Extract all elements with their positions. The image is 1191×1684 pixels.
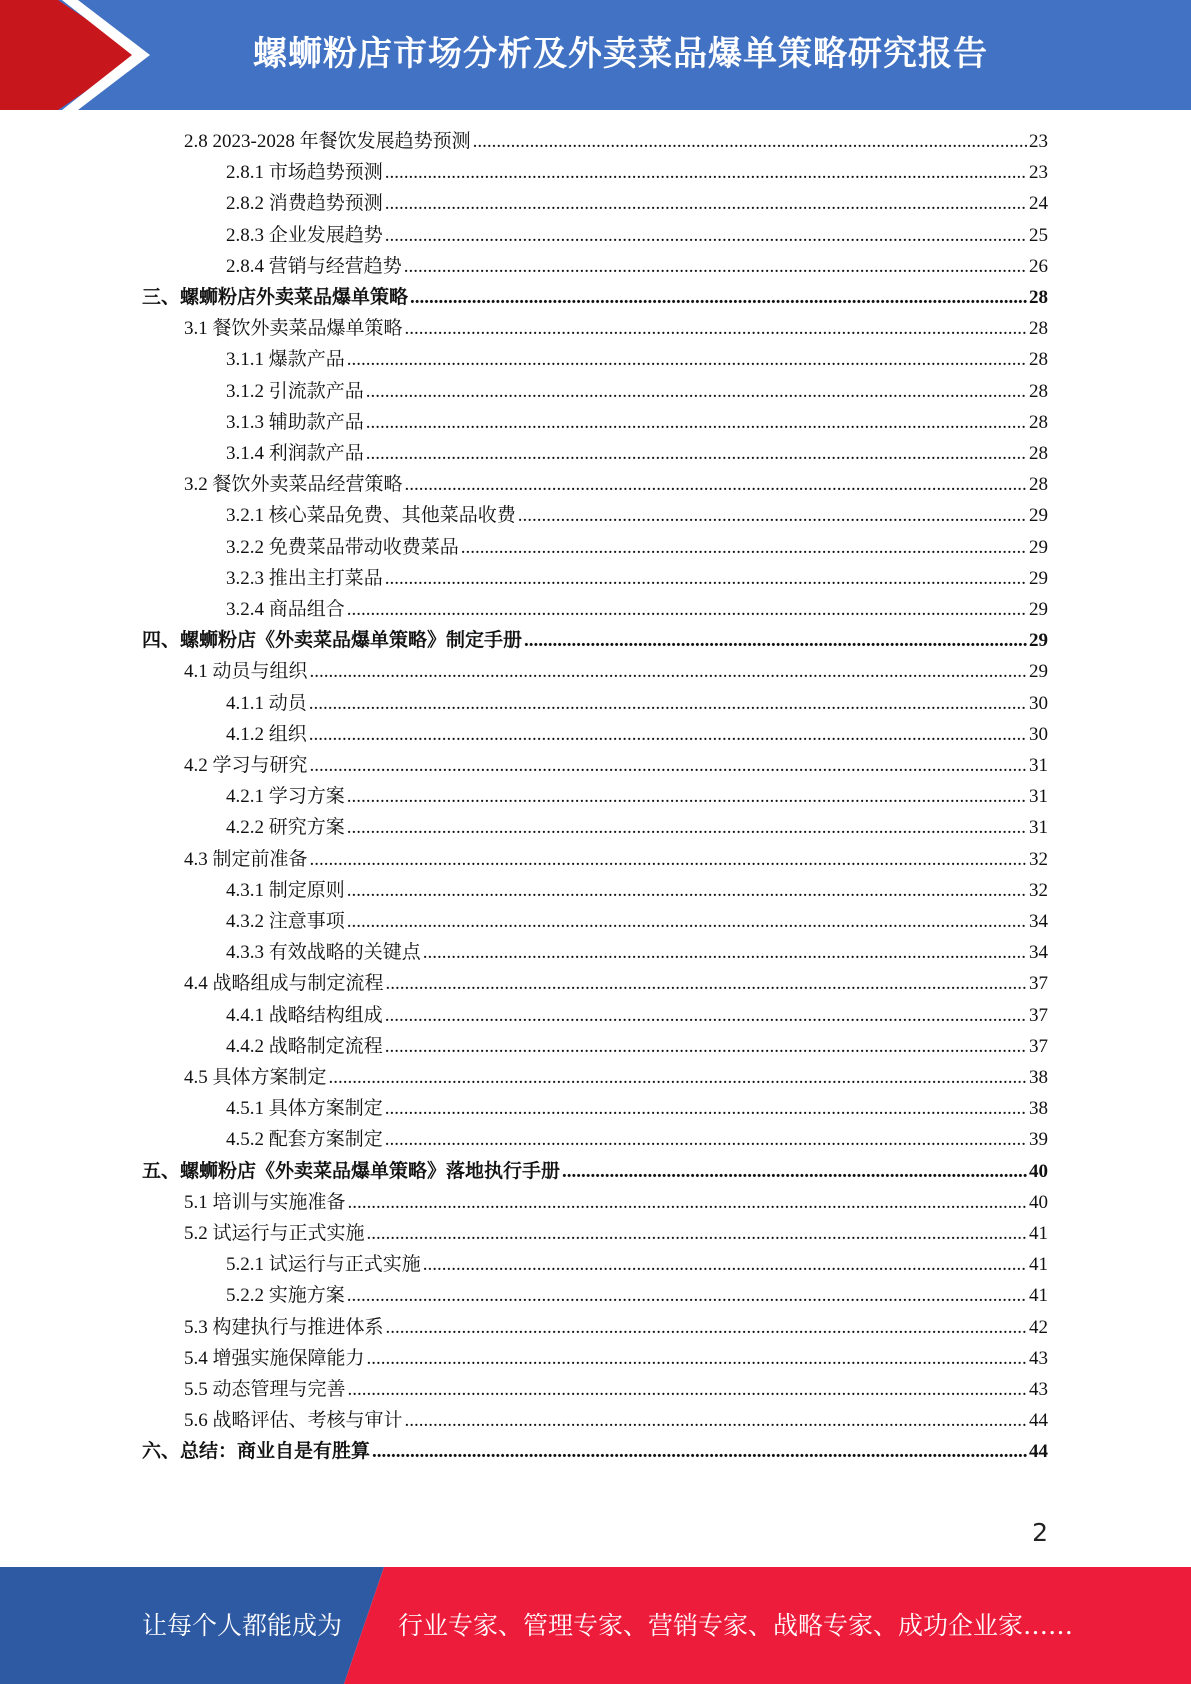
toc-entry-label: 4.4.1 战略结构组成 — [226, 1004, 383, 1026]
toc-entry[interactable] — [226, 875, 1048, 906]
toc-entry-page: 23 — [1029, 131, 1048, 152]
toc-entry-label: 4.2 学习与研究 — [184, 755, 308, 776]
toc-dot-leader — [405, 1405, 1027, 1436]
toc-entry[interactable] — [184, 1343, 1048, 1374]
toc-dot-leader — [366, 407, 1027, 438]
toc-entry-page: 26 — [1029, 255, 1048, 277]
page-footer — [0, 1567, 1191, 1684]
toc-entry-label: 三、螺蛳粉店外卖菜品爆单策略 — [142, 287, 409, 308]
toc-entry-label: 六、总结：商业自是有胜算 — [142, 1441, 371, 1463]
toc-dot-leader — [347, 812, 1027, 843]
toc-entry-page: 43 — [1029, 1379, 1048, 1400]
toc-entry[interactable] — [226, 1249, 1048, 1280]
toc-entry-page: 34 — [1029, 942, 1048, 964]
toc-entry-page: 41 — [1029, 1223, 1048, 1244]
toc-entry[interactable] — [184, 469, 1048, 500]
toc-entry[interactable] — [226, 532, 1048, 563]
toc-entry-label: 5.5 动态管理与完善 — [184, 1379, 346, 1400]
toc-dot-leader — [347, 781, 1027, 812]
toc-entry-label: 4.1.2 组织 — [226, 723, 307, 745]
toc-entry-page: 40 — [1029, 1191, 1048, 1213]
toc-entry[interactable] — [184, 1218, 1048, 1249]
toc-dot-leader — [385, 220, 1027, 251]
toc-entry-page: 28 — [1029, 380, 1048, 402]
toc-entry[interactable] — [142, 1436, 1048, 1467]
toc-entry-label: 4.5 具体方案制定 — [184, 1067, 327, 1088]
page-number: 2 — [1032, 1518, 1048, 1547]
toc-entry-label: 2.8.4 营销与经营趋势 — [226, 255, 402, 277]
toc-entry-label: 2.8.2 消费趋势预测 — [226, 193, 383, 215]
toc-entry[interactable] — [226, 563, 1048, 594]
toc-dot-leader — [385, 157, 1027, 188]
toc-entry-label: 5.2.1 试运行与正式实施 — [226, 1254, 421, 1276]
toc-dot-leader — [461, 532, 1027, 563]
toc-entry-page: 44 — [1029, 1441, 1048, 1463]
toc-entry[interactable] — [226, 1280, 1048, 1311]
toc-dot-leader — [347, 906, 1027, 937]
toc-entry-label: 5.2 试运行与正式实施 — [184, 1223, 365, 1244]
toc-entry[interactable] — [184, 968, 1048, 999]
toc-entry[interactable] — [226, 688, 1048, 719]
toc-entry-label: 4.4 战略组成与制定流程 — [184, 973, 384, 995]
toc-entry-page: 28 — [1029, 349, 1048, 371]
toc-entry-label: 五、螺蛳粉店《外卖菜品爆单策略》落地执行手册 — [142, 1160, 561, 1182]
toc-entry[interactable] — [226, 376, 1048, 407]
toc-dot-leader — [385, 188, 1027, 219]
toc-entry[interactable] — [142, 1156, 1048, 1187]
toc-dot-leader — [347, 875, 1027, 906]
toc-entry[interactable] — [184, 1374, 1048, 1405]
toc-dot-leader — [310, 844, 1027, 875]
toc-entry[interactable] — [226, 906, 1048, 937]
toc-entry-label: 4.3.1 制定原则 — [226, 879, 345, 901]
toc-entry[interactable] — [226, 781, 1048, 812]
toc-dot-leader — [404, 251, 1027, 282]
report-title: 螺蛳粉店市场分析及外卖菜品爆单策略研究报告 — [253, 34, 988, 74]
toc-entry-label: 3.1.4 利润款产品 — [226, 443, 364, 464]
toc-entry-page: 28 — [1029, 474, 1048, 496]
toc-entry-page: 28 — [1029, 287, 1048, 308]
toc-entry-page: 32 — [1029, 879, 1048, 901]
footer-slogan-left: 让每个人都能成为 — [142, 1611, 343, 1640]
toc-entry-page: 37 — [1029, 1004, 1048, 1026]
toc-entry[interactable] — [226, 719, 1048, 750]
toc-entry[interactable] — [226, 220, 1048, 251]
toc-entry-label: 4.3.2 注意事项 — [226, 911, 345, 932]
toc-entry-label: 4.3.3 有效战略的关键点 — [226, 942, 421, 964]
toc-dot-leader — [372, 1436, 1027, 1467]
toc-entry-label: 3.1 餐饮外卖菜品爆单策略 — [184, 318, 403, 340]
toc-entry[interactable] — [184, 126, 1048, 157]
toc-entry-page: 38 — [1029, 1067, 1048, 1088]
toc-entry-page: 34 — [1029, 911, 1048, 932]
toc-dot-leader — [473, 126, 1027, 157]
toc-entry-page: 38 — [1029, 1098, 1048, 1120]
toc-entry-page: 23 — [1029, 162, 1048, 184]
toc-entry-page: 40 — [1029, 1160, 1048, 1182]
toc-dot-leader — [385, 1000, 1027, 1031]
toc-entry[interactable] — [184, 1405, 1048, 1436]
toc-entry[interactable] — [142, 625, 1048, 656]
toc-dot-leader — [385, 1031, 1027, 1062]
toc-entry[interactable] — [226, 188, 1048, 219]
toc-entry-label: 3.2.2 免费菜品带动收费菜品 — [226, 536, 459, 558]
toc-dot-leader — [386, 968, 1027, 999]
toc-entry-page: 28 — [1029, 443, 1048, 464]
toc-dot-leader — [518, 500, 1027, 531]
toc-entry-label: 3.2.1 核心菜品免费、其他菜品收费 — [226, 505, 516, 527]
page-header — [0, 0, 1191, 110]
toc-dot-leader — [367, 1218, 1027, 1249]
toc-entry-label: 5.6 战略评估、考核与审计 — [184, 1410, 403, 1432]
toc-entry[interactable] — [226, 594, 1048, 625]
toc-entry-label: 5.4 增强实施保障能力 — [184, 1347, 365, 1369]
toc-entry-page: 29 — [1029, 567, 1048, 589]
header-arrow-decoration — [0, 0, 160, 110]
toc-entry[interactable] — [226, 500, 1048, 531]
toc-entry[interactable] — [226, 1124, 1048, 1155]
toc-entry-page: 28 — [1029, 411, 1048, 433]
toc-dot-leader — [329, 1062, 1027, 1093]
toc-entry-label: 2.8.3 企业发展趋势 — [226, 224, 383, 246]
toc-entry-page: 39 — [1029, 1129, 1048, 1151]
toc-entry-label: 5.2.2 实施方案 — [226, 1285, 345, 1307]
toc-entry-label: 3.1.2 引流款产品 — [226, 380, 364, 402]
toc-dot-leader — [410, 282, 1027, 313]
toc-dot-leader — [347, 594, 1027, 625]
toc-entry-label: 2.8 2023-2028 年餐饮发展趋势预测 — [184, 131, 471, 152]
toc-entry-label: 4.2.1 学习方案 — [226, 786, 345, 808]
toc-dot-leader — [366, 376, 1027, 407]
toc-entry[interactable] — [184, 844, 1048, 875]
toc-dot-leader — [423, 937, 1027, 968]
toc-entry[interactable] — [184, 313, 1048, 344]
toc-entry-page: 30 — [1029, 692, 1048, 714]
toc-dot-leader — [524, 625, 1027, 656]
toc-entry-page: 44 — [1029, 1410, 1048, 1432]
toc-entry-label: 4.2.2 研究方案 — [226, 817, 345, 839]
toc-entry-page: 29 — [1029, 505, 1048, 527]
toc-dot-leader — [348, 1374, 1027, 1405]
toc-entry-page: 37 — [1029, 1035, 1048, 1057]
toc-dot-leader — [347, 1280, 1027, 1311]
toc-entry-label: 四、螺蛳粉店《外卖菜品爆单策略》制定手册 — [142, 630, 523, 652]
toc-entry-page: 29 — [1029, 599, 1048, 620]
toc-entry[interactable] — [226, 1031, 1048, 1062]
toc-entry[interactable] — [226, 157, 1048, 188]
toc-entry-page: 41 — [1029, 1254, 1048, 1276]
toc-entry[interactable] — [226, 344, 1048, 375]
toc-entry-label: 3.2.3 推出主打菜品 — [226, 567, 383, 589]
toc-dot-leader — [423, 1249, 1027, 1280]
toc-entry-label: 3.1.1 爆款产品 — [226, 349, 345, 371]
toc-dot-leader — [385, 1093, 1027, 1124]
toc-dot-leader — [310, 750, 1027, 781]
toc-entry-page: 31 — [1029, 817, 1048, 839]
toc-entry[interactable] — [142, 282, 1048, 313]
toc-entry-label: 4.5.2 配套方案制定 — [226, 1129, 383, 1151]
toc-entry[interactable] — [226, 407, 1048, 438]
toc-entry[interactable] — [226, 251, 1048, 282]
toc-entry[interactable] — [226, 1000, 1048, 1031]
toc-entry[interactable] — [184, 1062, 1048, 1093]
toc-entry[interactable] — [184, 656, 1048, 687]
toc-dot-leader — [348, 1187, 1027, 1218]
toc-entry-page: 28 — [1029, 318, 1048, 340]
toc-entry-page: 43 — [1029, 1347, 1048, 1369]
toc-entry[interactable] — [184, 1312, 1048, 1343]
toc-entry[interactable] — [226, 1093, 1048, 1124]
toc-entry[interactable] — [226, 438, 1048, 469]
toc-dot-leader — [386, 1312, 1027, 1343]
toc-entry[interactable] — [184, 1187, 1048, 1218]
toc-dot-leader — [385, 1124, 1027, 1155]
toc-dot-leader — [367, 1343, 1027, 1374]
toc-dot-leader — [405, 469, 1027, 500]
toc-dot-leader — [310, 656, 1027, 687]
toc-entry[interactable] — [226, 812, 1048, 843]
toc-entry-page: 32 — [1029, 848, 1048, 870]
toc-entry-page: 37 — [1029, 973, 1048, 995]
toc-dot-leader — [347, 344, 1027, 375]
toc-entry-page: 29 — [1029, 661, 1048, 683]
toc-entry-page: 25 — [1029, 224, 1048, 246]
toc-dot-leader — [405, 313, 1027, 344]
toc-entry-label: 5.1 培训与实施准备 — [184, 1191, 346, 1213]
toc-entry-page: 24 — [1029, 193, 1048, 215]
toc-entry-label: 3.2.4 商品组合 — [226, 599, 345, 620]
toc-entry-label: 4.4.2 战略制定流程 — [226, 1035, 383, 1057]
toc-entry-page: 41 — [1029, 1285, 1048, 1307]
toc-dot-leader — [562, 1156, 1027, 1187]
toc-entry[interactable] — [184, 750, 1048, 781]
toc-entry-label: 4.5.1 具体方案制定 — [226, 1098, 383, 1120]
toc-entry-label: 4.1 动员与组织 — [184, 661, 308, 683]
toc-dot-leader — [366, 438, 1027, 469]
toc-entry-page: 31 — [1029, 755, 1048, 776]
toc-entry[interactable] — [226, 937, 1048, 968]
toc-entry-page: 29 — [1029, 536, 1048, 558]
toc-entry-page: 31 — [1029, 786, 1048, 808]
toc-entry-label: 5.3 构建执行与推进体系 — [184, 1316, 384, 1338]
toc-entry-label: 3.2 餐饮外卖菜品经营策略 — [184, 474, 403, 496]
toc-entry-page: 30 — [1029, 723, 1048, 745]
toc-entry-label: 4.1.1 动员 — [226, 692, 307, 714]
toc-entry-page: 29 — [1029, 630, 1048, 652]
toc-entry-page: 42 — [1029, 1316, 1048, 1338]
toc-entry-label: 3.1.3 辅助款产品 — [226, 411, 364, 433]
footer-slogan-right: 行业专家、管理专家、营销专家、战略专家、成功企业家…… — [398, 1611, 1074, 1640]
toc-dot-leader — [309, 719, 1027, 750]
toc-dot-leader — [385, 563, 1027, 594]
toc-dot-leader — [309, 688, 1027, 719]
toc-entry-label: 4.3 制定前准备 — [184, 848, 308, 870]
toc-entry-label: 2.8.1 市场趋势预测 — [226, 162, 383, 184]
